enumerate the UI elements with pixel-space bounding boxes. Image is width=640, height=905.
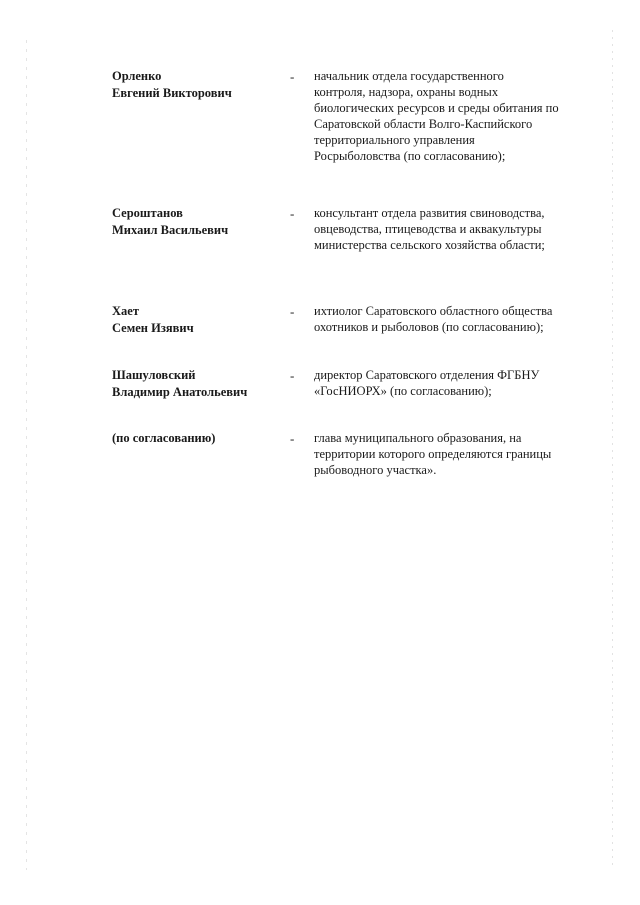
member-position — [314, 367, 599, 399]
position-line: территориального управления — [314, 133, 475, 147]
member-surname: Сероштанов — [112, 206, 183, 220]
member-given-names: Евгений Викторович — [112, 86, 232, 100]
member-position — [314, 205, 599, 253]
position-line: биологических ресурсов и среды обитания по — [314, 101, 559, 115]
position-line: глава муниципального образования, на — [314, 431, 522, 445]
position-line: Саратовской области Волго-Каспийского — [314, 117, 533, 131]
member-name-note: (по согласованию) — [112, 431, 216, 445]
separator-dash: - — [290, 431, 295, 446]
position-line: рыбоводного участка». — [314, 463, 437, 477]
member-position — [314, 303, 599, 335]
member-given-names: Михаил Васильевич — [112, 223, 229, 237]
separator-dash: - — [290, 368, 295, 383]
member-position — [314, 68, 599, 164]
position-line: территории которого определяются границы — [314, 447, 552, 461]
position-line: министерства сельского хозяйства области; — [314, 238, 545, 252]
position-line: директор Саратовского отделения ФГБНУ — [314, 368, 540, 382]
scan-edge-left — [26, 40, 27, 870]
member-surname: Шашуловский — [112, 368, 196, 382]
scan-edge-right — [612, 30, 613, 870]
position-line: «ГосНИОРХ» (по согласованию); — [314, 384, 492, 398]
member-position — [314, 430, 599, 478]
member-name — [112, 68, 282, 102]
position-line: овцеводства, птицеводства и аквакультуры — [314, 222, 542, 236]
member-given-names: Семен Изявич — [112, 321, 194, 335]
position-line: контроля, надзора, охраны водных — [314, 85, 499, 99]
member-surname: Хает — [112, 304, 139, 318]
separator-dash: - — [290, 69, 295, 84]
position-line: охотников и рыболовов (по согласованию); — [314, 320, 544, 334]
member-name — [112, 205, 282, 239]
separator-dash: - — [290, 206, 295, 221]
member-surname: Орленко — [112, 69, 162, 83]
member-given-names: Владимир Анатольевич — [112, 385, 248, 399]
position-line: консультант отдела развития свиноводства, — [314, 206, 545, 220]
member-name — [112, 430, 282, 447]
position-line: Росрыболовства (по согласованию); — [314, 149, 506, 163]
position-line: начальник отдела государственного — [314, 69, 504, 83]
member-name — [112, 303, 282, 337]
separator-dash: - — [290, 304, 295, 319]
member-name — [112, 367, 282, 401]
position-line: ихтиолог Саратовского областного общества — [314, 304, 553, 318]
